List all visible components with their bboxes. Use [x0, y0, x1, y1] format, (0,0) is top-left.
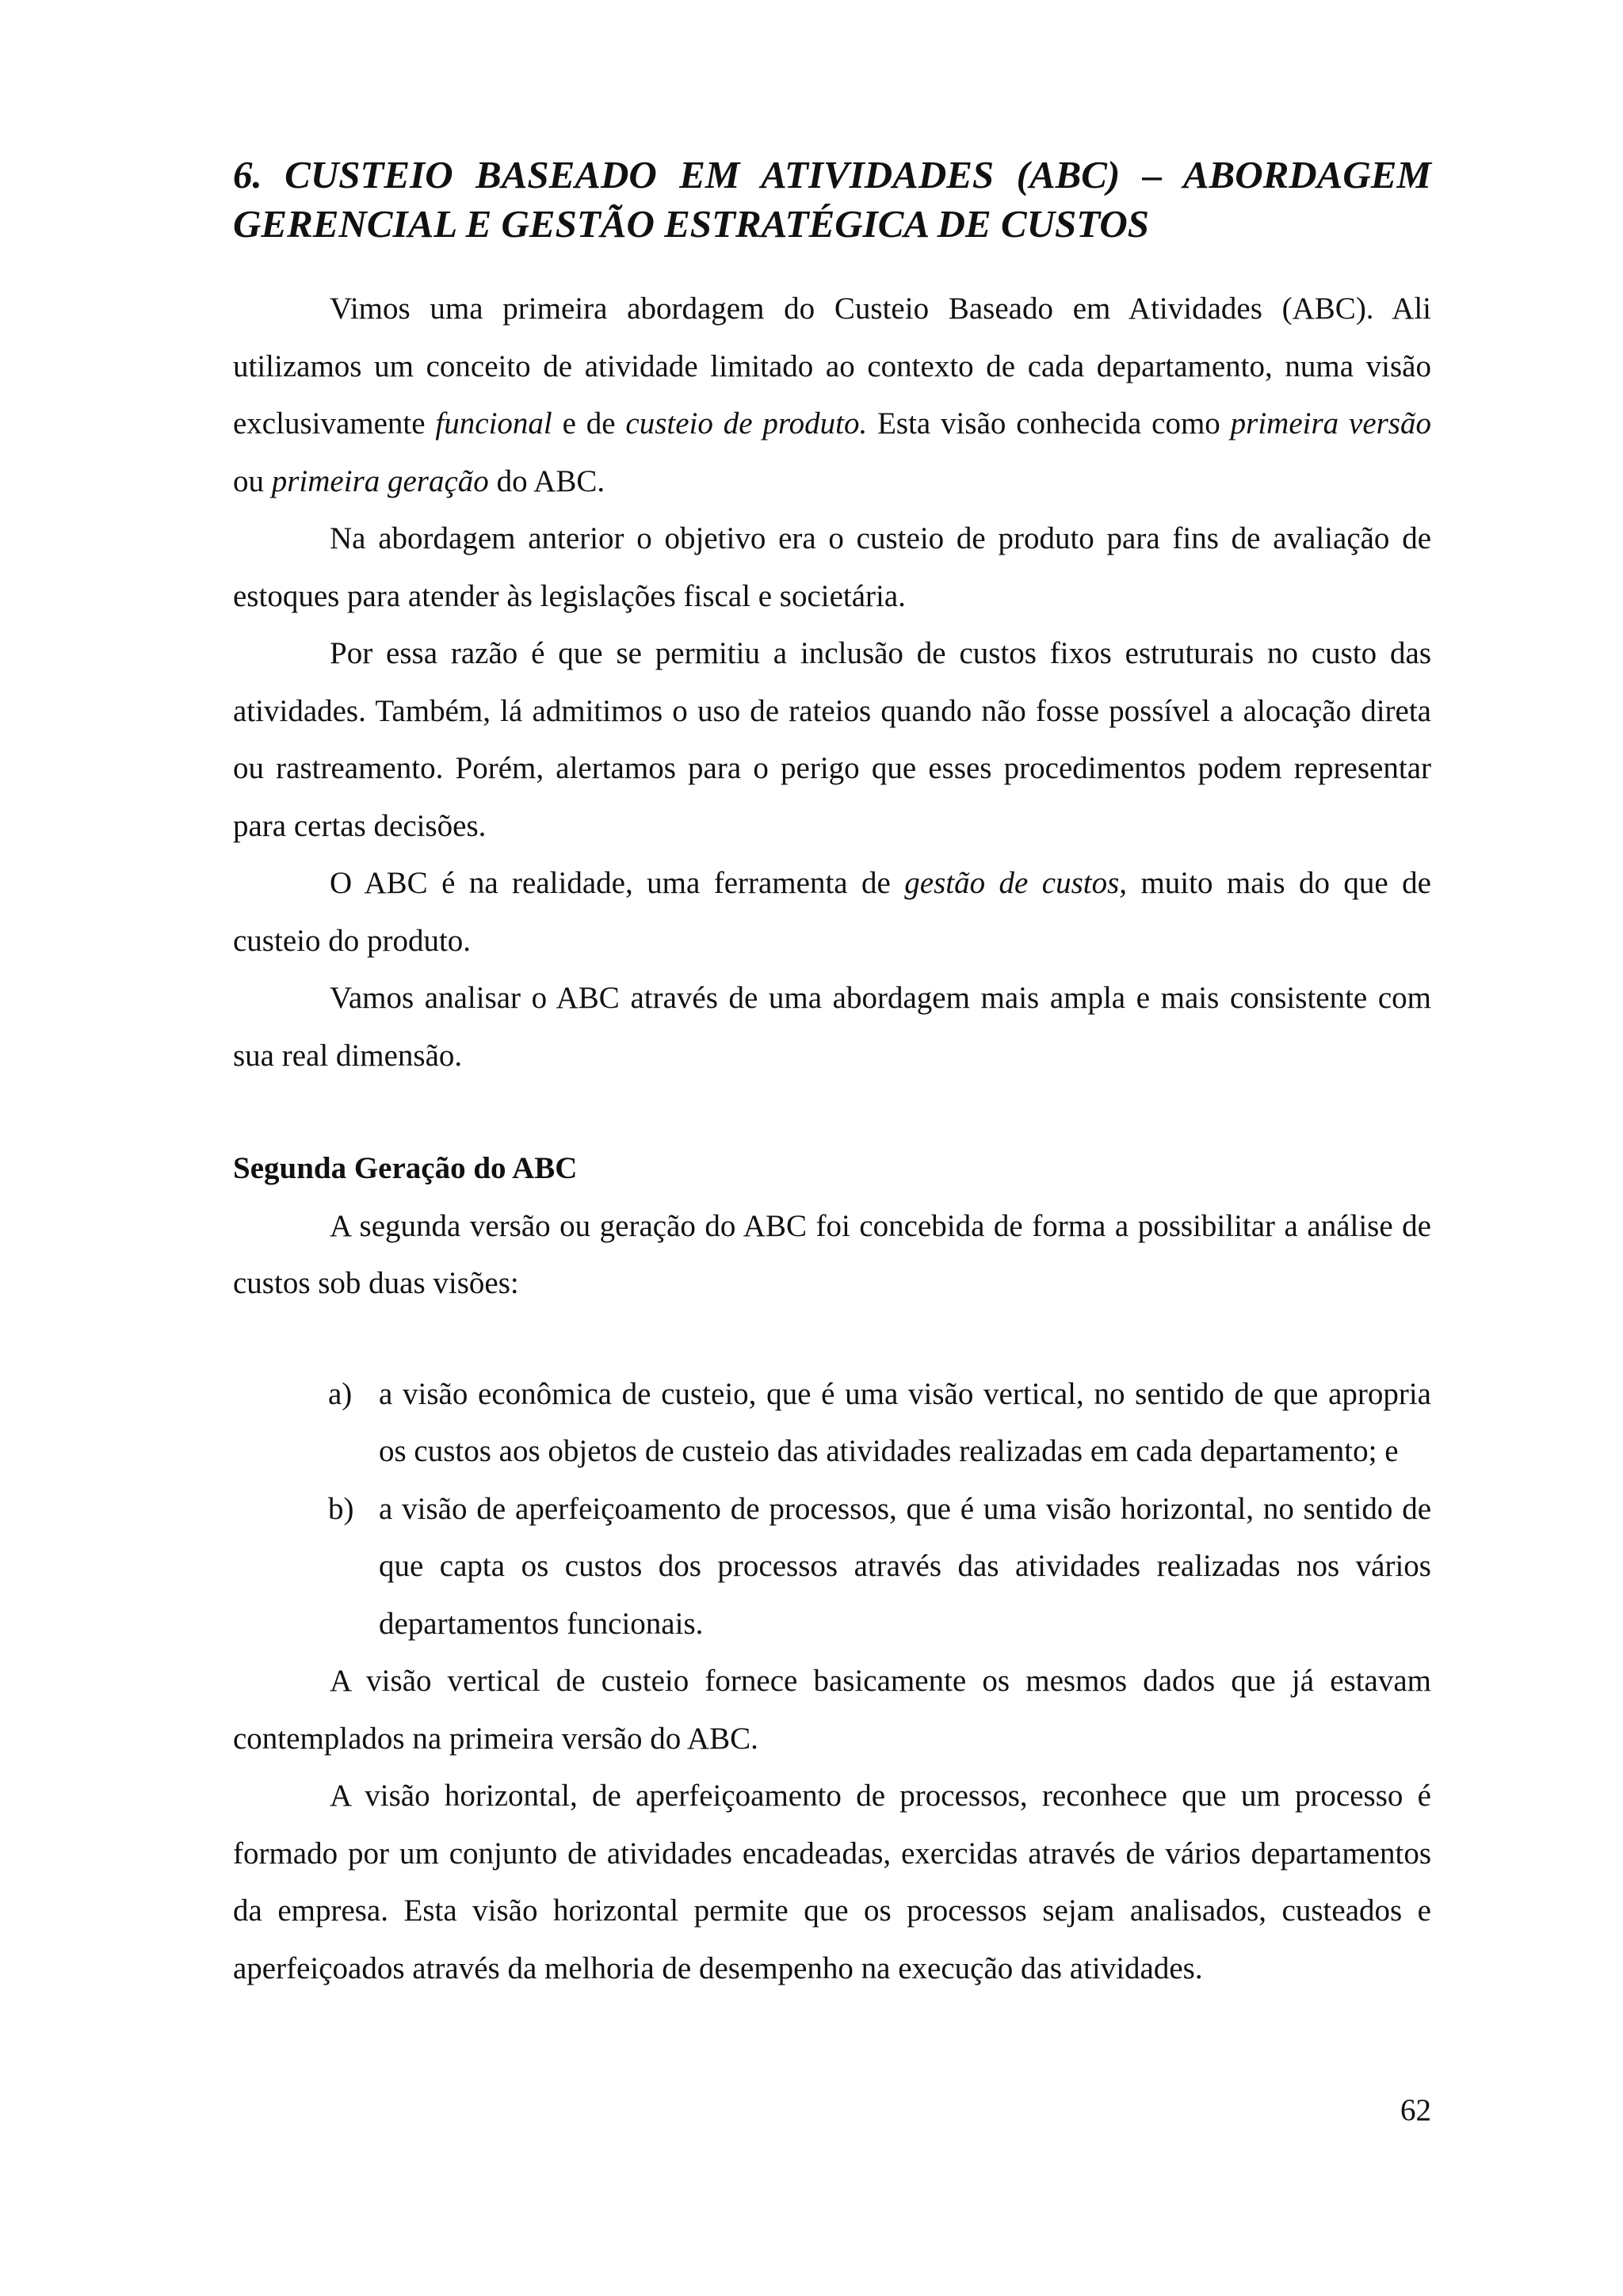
paragraph-1-italic-primeira-geracao: primeira geração: [271, 463, 489, 498]
paragraph-1-italic-custeio: custeio de produto.: [625, 406, 868, 441]
paragraph-1: [233, 280, 1431, 510]
paragraph-3: Por essa razão é que se permitiu a inclusão de custos fixos estruturais no custo das atividades. Também, lá admitimos o uso de rateios quando não fosse possível a alocação direta ou rastreamento. Porém, alertamos para o perigo que esses procedimentos podem representar para certas decisões.: [233, 636, 1431, 843]
paragraph-5: Vamos analisar o ABC através de uma abordagem mais ampla e mais consistente com sua real dimensão.: [233, 981, 1431, 1073]
chapter-title-line-1: 6. CUSTEIO BASEADO EM ATIVIDADES (ABC) – ABORDAGEM: [233, 153, 1431, 196]
paragraph-2: Na abordagem anterior o objetivo era o custeio de produto para fins de avaliação de estoques para atender às legislações fiscal e societária.: [233, 521, 1431, 613]
list-item: [233, 1481, 1431, 1653]
paragraph-4-italic-gestao: gestão de custos,: [904, 866, 1128, 900]
list-marker: a): [328, 1376, 353, 1411]
paragraph-6: A visão vertical de custeio fornece basicamente os mesmos dados que já estavam contemplados na primeira versão do ABC.: [233, 1664, 1431, 1756]
list-item: [233, 1366, 1431, 1481]
views-list: [233, 1366, 1431, 1653]
paragraph-1-text-c: e de: [552, 406, 626, 441]
paragraph-1-text-g: ou: [233, 463, 272, 498]
chapter-title-line-2: GERENCIAL E GESTÃO ESTRATÉGICA DE CUSTOS: [233, 202, 1149, 246]
paragraph-7: A visão horizontal, de aperfeiçoamento de processos, reconhece que um processo é formado por um conjunto de atividades encadeadas, exercidas através de vários departamentos da empresa. Esta visão horizontal permite que os processos sejam analisados, custeados e aperfeiçoados através da melhoria de desempenho na execução das atividades.: [233, 1779, 1431, 1985]
list-item-text: a visão econômica de custeio, que é uma visão vertical, no sentido de que apropria os custos aos objetos de custeio das atividades realizadas em cada departamento; e: [379, 1376, 1431, 1468]
section-title: Segunda Geração do ABC: [233, 1151, 578, 1185]
page-number: 62: [1400, 2093, 1431, 2127]
chapter-title: [233, 151, 1431, 249]
paragraph-4: [233, 855, 1431, 970]
paragraph-4-text-a: O ABC é na realidade, uma ferramenta de: [330, 866, 905, 900]
paragraph-1-italic-funcional: funcional: [435, 406, 552, 441]
paragraph-1-italic-primeira-versao: primeira versão: [1230, 406, 1431, 441]
section-intro: A segunda versão ou geração do ABC foi concebida de forma a possibilitar a análise de custos sob duas visões:: [233, 1208, 1431, 1300]
list-item-text: a visão de aperfeiçoamento de processos, que é uma visão horizontal, no sentido de que capta os custos dos processos através das atividades realizadas nos vários departamentos funcionais.: [379, 1491, 1431, 1641]
paragraph-1-text-e: Esta visão conhecida como: [867, 406, 1231, 441]
list-marker: b): [328, 1491, 354, 1526]
paragraph-4-text-c: muito mais do que de custeio do produto.: [233, 866, 1431, 958]
document-page: [233, 151, 1431, 1997]
paragraph-1-text-a: Vimos uma primeira abordagem do Custeio Baseado em Atividades (ABC). Ali utilizamos um conceito de atividade limitado ao contexto de cada departamento, numa visão exclusivamente: [233, 292, 1431, 441]
paragraph-1-text-i: do ABC.: [488, 463, 605, 498]
